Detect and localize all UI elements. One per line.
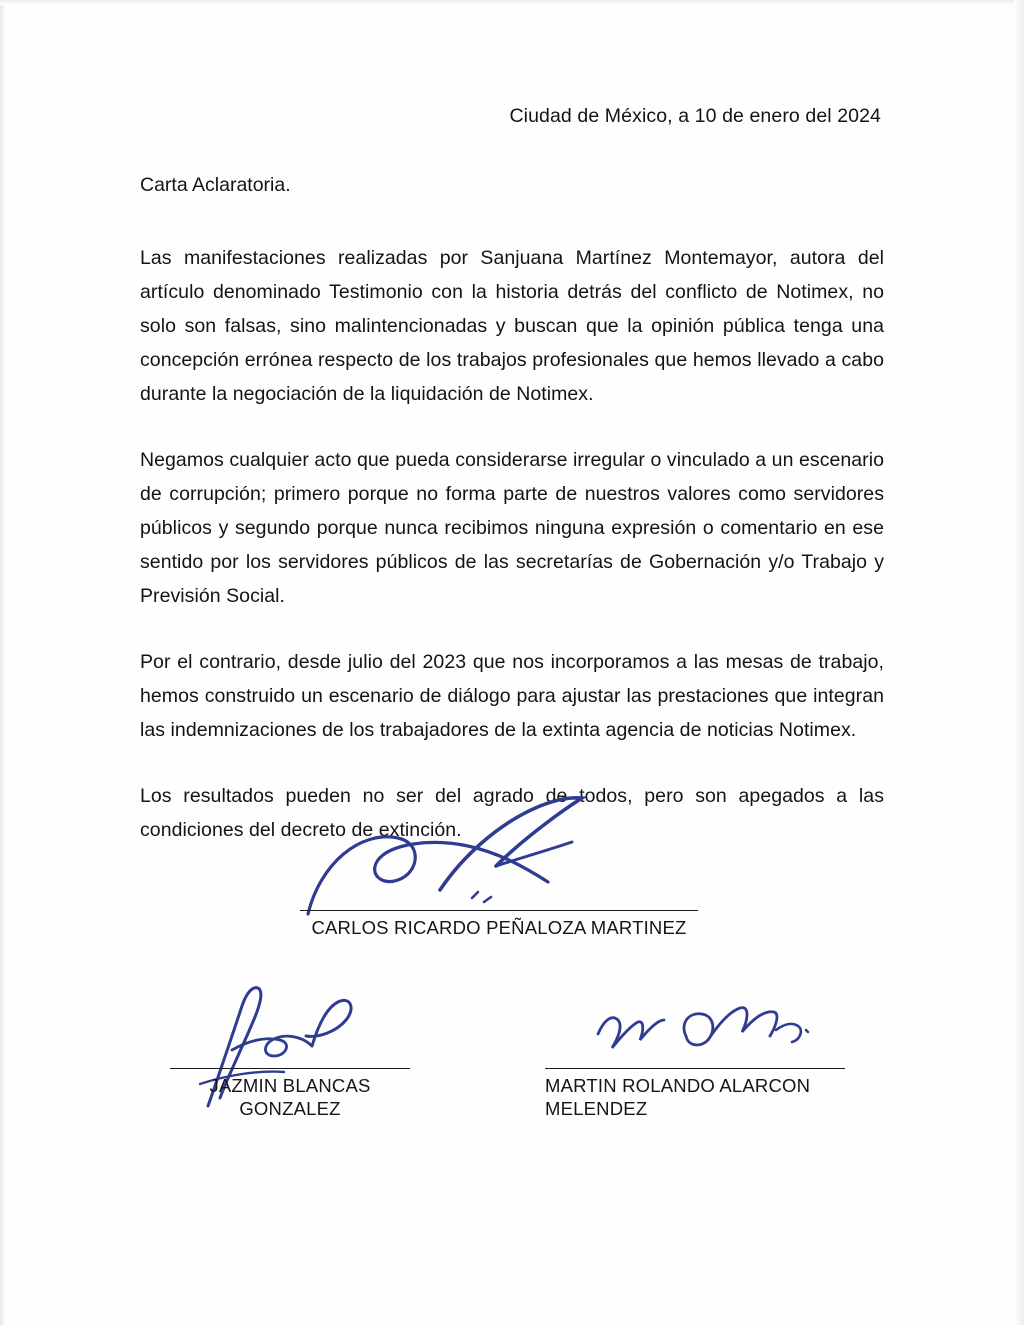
signature-line-jazmin xyxy=(170,1068,410,1069)
signature-name-carlos: CARLOS RICARDO PEÑALOZA MARTINEZ xyxy=(311,917,687,938)
signature-line-carlos xyxy=(300,910,698,911)
signature-block-jazmin xyxy=(170,1068,410,1120)
document-title: Carta Aclaratoria. xyxy=(140,174,291,196)
signature-area xyxy=(140,790,900,1160)
signature-ink-carlos xyxy=(290,794,670,924)
signature-line-martin xyxy=(545,1068,845,1069)
paragraph-1: Las manifestaciones realizadas por Sanjuana Martínez Montemayor, autora del artículo denominado Testimonio con la historia detrás del conflicto de Notimex, no solo son falsas, sino malintencionadas y buscan que la opinión pública tenga una concepción errónea respecto de los trabajos profesionales que hemos llevado a cabo durante la negociación de la liquidación de Notimex. xyxy=(140,247,884,405)
signature-block-martin xyxy=(545,1068,845,1120)
signature-name-jazmin: JAZMIN BLANCAS GONZALEZ xyxy=(209,1075,371,1119)
signature-name-martin: MARTIN ROLANDO ALARCON MELENDEZ xyxy=(545,1075,811,1119)
signature-block-carlos xyxy=(300,910,698,939)
scan-edge-left xyxy=(0,0,6,1325)
paragraph-4: Los resultados pueden no ser del agrado de todos, pero son apegados a las condiciones del decreto de extinción. xyxy=(140,785,884,841)
scan-edge-top xyxy=(0,0,1024,5)
paragraph-3: Por el contrario, desde julio del 2023 que nos incorporamos a las mesas de trabajo, hemos construido un escenario de diálogo para ajustar las prestaciones que integran las indemnizaciones de los trabajadores de la extinta agencia de noticias Notimex. xyxy=(140,651,884,741)
date-line: Ciudad de México, a 10 de enero del 2024 xyxy=(509,105,881,127)
signature-ink-martin xyxy=(590,990,820,1070)
paragraph-2: Negamos cualquier acto que pueda considerarse irregular o vinculado a un escenario de corrupción; primero porque no forma parte de nuestros valores como servidores públicos y segundo porque nunca recibimos ninguna expresión o comentario en ese sentido por los servidores públicos de las secretarías de Gobernación y/o Trabajo y Previsión Social. xyxy=(140,449,884,607)
scan-edge-right xyxy=(1014,0,1024,1325)
document-body xyxy=(140,105,884,847)
